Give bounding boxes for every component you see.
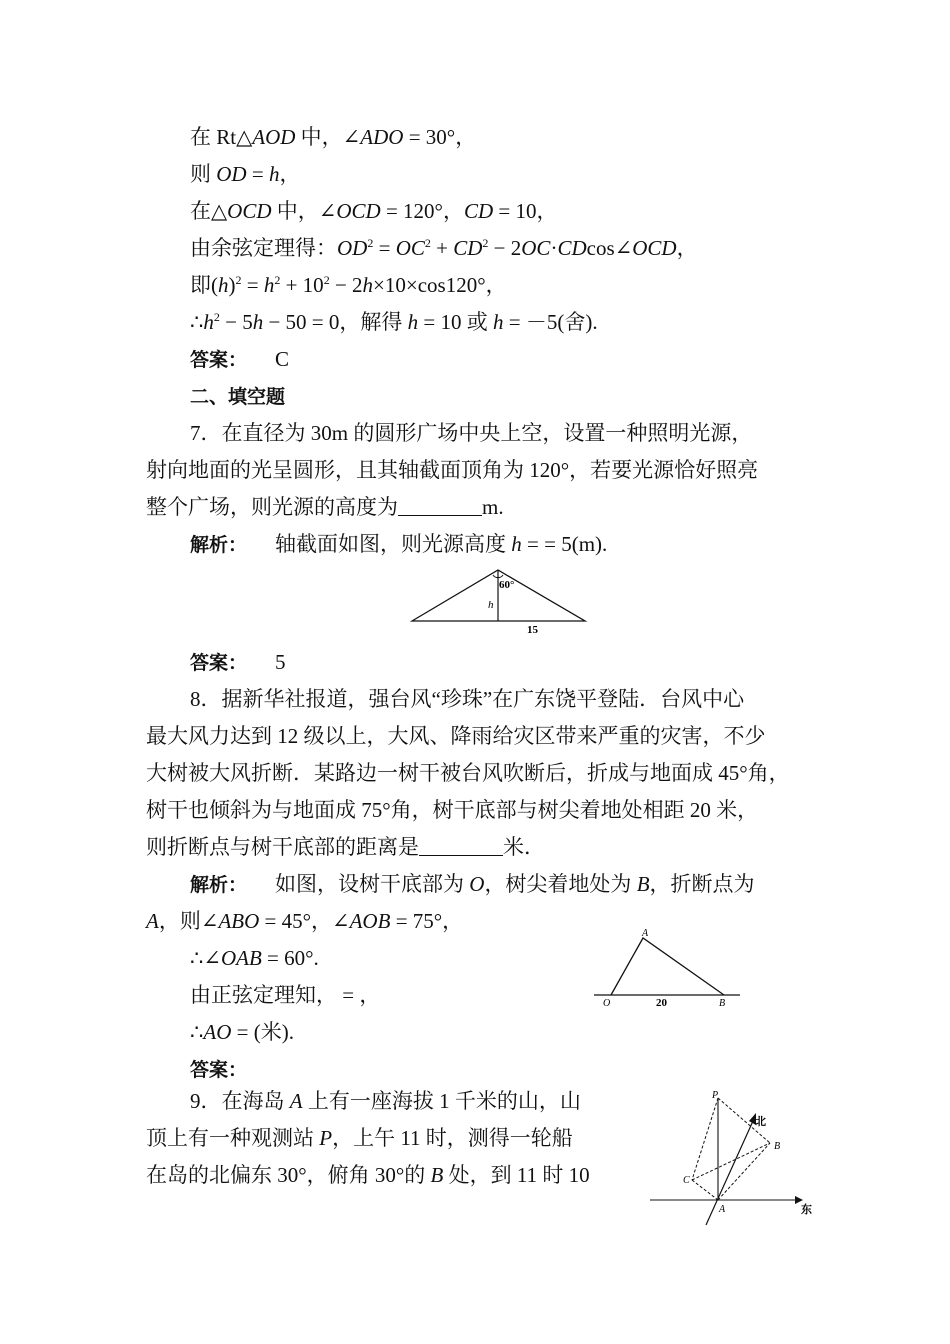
q8-analysis-1: 解析： 如图，设树干底部为 O，树尖着地处为 B，折断点为 — [190, 872, 755, 896]
point-B-label: B — [719, 998, 726, 1009]
q8-analysis-3: ∴∠OAB = 60°. — [190, 946, 319, 970]
sol6-line-6: $\therefore h^2 - 5h - 50 = 0$，解得 h = 10 或 h = －5(舍). — [190, 310, 598, 334]
point-P-label: P — [712, 1090, 719, 1101]
q9-line-2: 顶上有一种观测站 P，上午 11 时，测得一轮船 — [146, 1126, 573, 1150]
q9-line-3: 在岛的北偏东 30°，俯角 30°的 B 处，到 11 时 10 — [146, 1163, 590, 1187]
q7-cross-section-figure — [405, 565, 595, 635]
q8-analysis-5: ∴AO = (米). — [190, 1020, 294, 1044]
point-A-label: A — [719, 1204, 726, 1215]
point-O-label: O — [603, 998, 611, 1009]
q7-line-3: 整个广场，则光源的高度为 m. — [146, 495, 504, 519]
sight-line-PC — [692, 1098, 718, 1180]
point-C-label: C — [683, 1175, 690, 1186]
q9-observation-figure — [645, 1085, 820, 1235]
north-axis — [706, 1121, 753, 1225]
sol6-line-1: 在 Rt△AOD 中，∠ADO = 30°， — [190, 125, 477, 149]
q8-line-2: 最大风力达到 12 级以上，大风、降雨给灾区带来严重的灾害，不少 — [146, 724, 766, 748]
q8-line-4: 树干也倾斜为与地面成 75°角，树干底部与树尖着地处相距 20 米， — [146, 798, 759, 822]
answer-blank — [398, 495, 482, 516]
sol6-line-2: 则 OD = h， — [190, 162, 301, 186]
sol6-answer: 答案： C — [190, 347, 290, 371]
sol6-line-4: 由余弦定理得：$OD^2 = OC^2 + CD^2$ − 2OC·CDcos∠OCD， — [190, 236, 698, 260]
point-A-label: A — [642, 928, 649, 939]
line-CB — [692, 1143, 770, 1180]
east-arrowhead — [795, 1196, 803, 1204]
q8-analysis-2: A，则∠ABO = 45°，∠AOB = 75°， — [146, 909, 464, 933]
line-AB — [718, 1143, 770, 1200]
q7-line-1: 7．在直径为 30m 的圆形广场中央上空，设置一种照明光源， — [190, 421, 753, 445]
sol6-line-3: 在△OCD 中，∠OCD = 120°，CD = 10， — [190, 199, 558, 223]
height-label: h — [488, 599, 494, 611]
base-label: 15 — [527, 624, 538, 635]
q7-analysis: 解析： 轴截面如图，则光源高度 h = = 5(m). — [190, 532, 608, 556]
point-B-label: B — [774, 1141, 781, 1152]
answer-blank — [419, 835, 503, 856]
q7-answer: 答案： 5 — [190, 650, 286, 674]
line-CA — [692, 1180, 718, 1200]
q8-line-1: 8．据新华社报道，强台风“珍珠”在广东饶平登陆．台风中心 — [190, 687, 745, 711]
sol6-line-5: 即$(h)^2 = h^2 + 10^2 - 2h\times 10\times\cos 120^\circ$， — [190, 273, 507, 297]
q8-analysis-4: 由正弦定理知， = ， — [190, 983, 381, 1007]
q8-answer: 答案： — [190, 1059, 248, 1081]
north-label: 北 — [755, 1116, 766, 1128]
tree-triangle — [611, 938, 724, 995]
q8-line-5: 则折断点与树干底部的距离是 米． — [146, 835, 545, 859]
angle-label: 60° — [499, 579, 515, 591]
distance-label: 20 — [656, 997, 667, 1009]
section-title: 二、填空题 — [190, 386, 286, 408]
east-label: 东 — [801, 1204, 812, 1216]
q8-line-3: 大树被大风折断．某路边一树干被台风吹断后，折成与地面成 45°角， — [146, 761, 790, 785]
q8-tree-figure — [590, 925, 745, 1010]
q9-line-1: 9．在海岛 A 上有一座海拔 1 千米的山，山 — [190, 1089, 581, 1113]
q7-line-2: 射向地面的光呈圆形，且其轴截面顶角为 120°，若要光源恰好照亮 — [146, 458, 759, 482]
